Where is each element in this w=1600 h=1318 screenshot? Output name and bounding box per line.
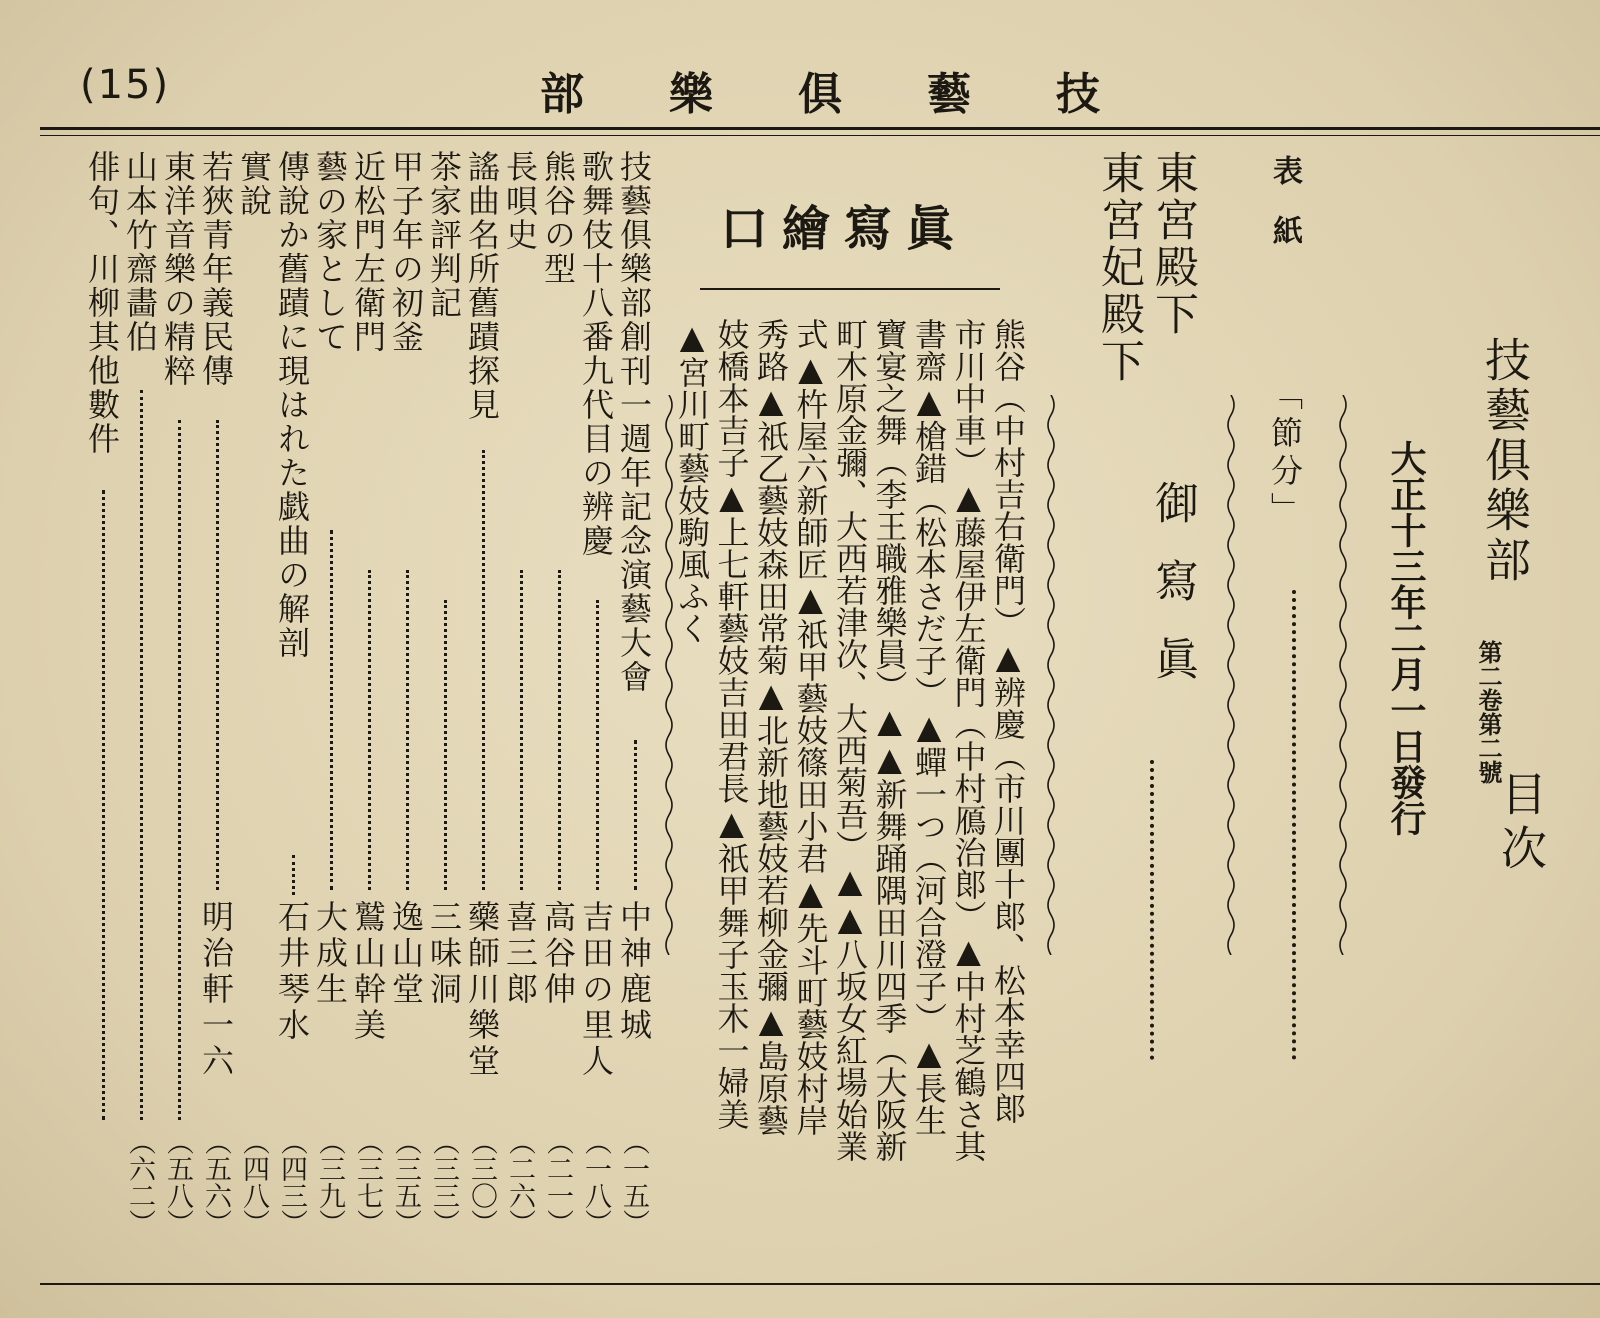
frontispiece-column: ▲宮川町藝妓駒風ふく — [673, 318, 711, 644]
entry-page: （六二） — [124, 1128, 155, 1236]
entry-author: 中神鹿城 — [615, 900, 653, 1044]
contents-label: 目次 — [1494, 770, 1548, 878]
leader-dots — [520, 570, 523, 890]
frontispiece-rule — [700, 288, 1000, 290]
leader-dots — [482, 450, 485, 890]
photo-caption-crown-prince: 東宮殿下 — [1147, 150, 1198, 338]
cover-title: 「節分」 — [1266, 378, 1304, 530]
wavy-divider — [1044, 395, 1058, 955]
frontispiece-column: 式▲杵屋六新師匠▲祇甲藝妓篠田小君▲先斗町藝妓村岸 — [791, 318, 830, 1136]
entry-author: 三味洞 — [425, 900, 463, 1008]
entry-title: 傳說か舊蹟に現はれた戯曲の解剖 — [273, 150, 311, 660]
contents-entry — [272, 150, 310, 1270]
page-number: (15) — [80, 62, 171, 108]
magazine-title: 技藝俱樂部 — [1478, 336, 1532, 586]
contents-entry — [386, 150, 424, 1270]
contents-entry — [234, 150, 272, 1270]
leader-dots — [1150, 760, 1154, 1060]
entry-author: 大成生 — [311, 900, 349, 1008]
leader-dots — [216, 420, 219, 890]
entry-title: 甲子年の初釜 — [387, 150, 425, 354]
contents-entry — [424, 150, 462, 1270]
entry-author: 明治軒一六 — [197, 900, 235, 1080]
entry-author: 吉田の里人 — [577, 900, 615, 1080]
contents-entry — [500, 150, 538, 1270]
volume-issue: 第二卷第二號 — [1474, 640, 1502, 784]
leader-dots — [558, 570, 561, 890]
photo-caption-crown-princess: 東宮妃殿下 — [1093, 150, 1144, 385]
cover-label: 表紙 — [1267, 155, 1302, 275]
entry-page: （四八） — [238, 1128, 269, 1236]
leader-dots — [596, 600, 599, 890]
entry-author: 逸山堂 — [387, 900, 425, 1008]
entry-title: 藝の家として — [311, 150, 349, 354]
contents-entry — [348, 150, 386, 1270]
leader-dots — [406, 570, 409, 890]
frontispiece-column: 秀路▲祇乙藝妓森田常菊▲北新地藝妓若柳金彌▲島原藝 — [752, 318, 790, 1136]
header-rule-thick — [40, 127, 1600, 130]
entry-title: 謠曲名所舊蹟探見 — [463, 150, 501, 422]
entry-author: 高谷伸 — [539, 900, 577, 1008]
leader-dots — [634, 740, 637, 890]
entry-author: 藥師川樂堂 — [463, 900, 501, 1080]
entry-author: 石井琴水 — [273, 900, 311, 1044]
leader-dots — [140, 390, 143, 1120]
entry-page: （二一） — [542, 1128, 573, 1236]
contents-entry — [614, 150, 652, 1270]
leader-dots — [292, 855, 295, 895]
leader-dots — [444, 600, 447, 890]
frontispiece-title: 口繪寫眞 — [720, 201, 969, 257]
header-char: 樂 — [669, 69, 713, 120]
contents-entry — [462, 150, 500, 1270]
header-char: 部 — [540, 69, 584, 120]
entry-title: 若狹青年義民傳 — [197, 150, 235, 388]
issue-date: 大正十三年二月一日發行 — [1385, 440, 1426, 836]
entry-title: 實說 — [235, 150, 273, 218]
contents-entry — [538, 150, 576, 1270]
entry-title: 近松門左衛門 — [349, 150, 387, 354]
leader-dots — [368, 570, 371, 890]
header-char: 技 — [1056, 69, 1100, 120]
entry-title: 東洋音樂の精粹 — [159, 150, 197, 388]
entry-title: 茶家評判記 — [425, 150, 463, 320]
leader-dots — [1292, 590, 1296, 1060]
contents-entry — [310, 150, 348, 1270]
frontispiece-column: 市川中車）▲藤屋伊左衛門（中村鴈治郞）▲中村芝鶴さ其 — [949, 318, 988, 1162]
photo-caption-suffix: 御寫眞 — [1147, 480, 1198, 714]
frontispiece-list — [675, 318, 1025, 1268]
entry-title: 長唄史 — [501, 150, 539, 252]
entry-author: 喜三郞 — [501, 900, 539, 1008]
entry-title: 俳句、川柳其他數件 — [83, 150, 121, 456]
leader-dots — [102, 490, 105, 1120]
entry-title: 歌舞伎十八番九代目の辨慶 — [577, 150, 615, 558]
entry-title: 熊谷の型 — [539, 150, 577, 286]
leader-dots — [330, 530, 333, 890]
entry-page: （三五） — [390, 1128, 421, 1236]
contents-entry — [158, 150, 196, 1270]
entry-page: （五八） — [162, 1128, 193, 1236]
wavy-divider — [662, 395, 676, 955]
entry-page: （一八） — [580, 1128, 611, 1236]
contents-entry — [196, 150, 234, 1270]
entry-page: （三九） — [314, 1128, 345, 1236]
wavy-divider — [1224, 395, 1238, 955]
frontispiece-column: 寶宴之舞（李王職雅樂員）▲▲新舞踊隅田川四季（大阪新 — [870, 318, 909, 1162]
frontispiece-column: 妓橋本吉子▲上七軒藝妓吉田君長▲祇甲舞子玉木一婦美 — [712, 318, 751, 1130]
entry-page: （五六） — [200, 1128, 231, 1236]
entry-author: 鷲山幹美 — [349, 900, 387, 1044]
contents-entry — [576, 150, 614, 1270]
frontispiece-column: 書齋▲槍錯（松本さだ子）▲蟬一つ（河合澄子）▲長生 — [910, 318, 948, 1136]
footer-rule — [40, 1283, 1600, 1285]
entry-page: （一五） — [618, 1128, 649, 1236]
entry-title: 山本竹齋畵伯 — [121, 150, 159, 354]
leader-dots — [178, 420, 181, 1120]
header-char: 藝 — [927, 69, 971, 120]
entry-page: （三七） — [352, 1128, 383, 1236]
running-header-title — [540, 58, 1100, 122]
contents-list — [82, 150, 652, 1270]
wavy-divider — [1336, 395, 1350, 955]
entry-page: （四三） — [276, 1128, 307, 1236]
header-char: 俱 — [798, 69, 842, 120]
entry-page: （三三） — [428, 1128, 459, 1236]
header-rule-thin — [40, 135, 1600, 136]
contents-entry — [120, 150, 158, 1270]
entry-title: 技藝俱樂部創刊一週年記念演藝大會 — [615, 150, 653, 694]
entry-page: （三〇） — [466, 1128, 497, 1236]
entry-page: （二六） — [504, 1128, 535, 1236]
contents-entry — [82, 150, 120, 1270]
frontispiece-column: 町木原金彌、大西若津次、大西菊吾）▲▲八坂女紅場始業 — [831, 318, 869, 1162]
frontispiece-column: 熊谷（中村吉右衛門）▲辨慶（市川團十郞、松本幸四郞 — [989, 318, 1027, 1124]
